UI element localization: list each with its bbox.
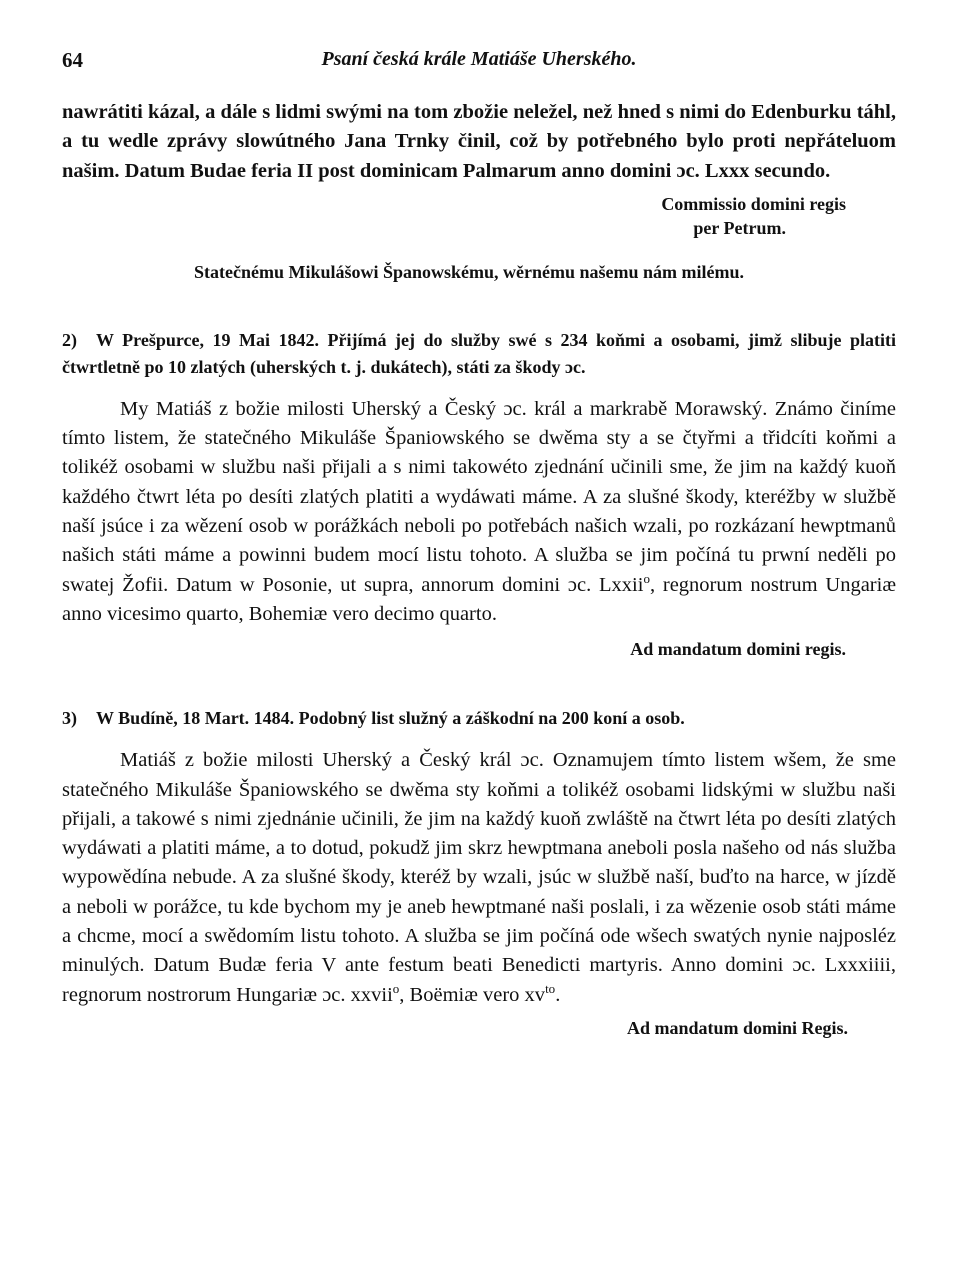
superscript: o (392, 980, 400, 996)
letter-3-signature: Ad mandatum domini Regis. (626, 1017, 848, 1038)
letter-1-text: nawrátiti kázal, a dále s lidmi swými na tom zbožie neležel, než hned s nimi do Edenburku táhl, a tu wedle zprávy slowútného Jana Trnky činil, což by potřebného bylo proti nepřáteluom našim. Datum Budae feria II post dominicam Palmarum anno domini ɔc. Lxxx secundo. (62, 101, 896, 182)
letter-1-signature (62, 192, 846, 240)
letter-2-regest (62, 327, 896, 381)
letter-3-text (62, 746, 896, 1010)
letter-3-number: 3) (62, 708, 77, 729)
letter-2-signature: Ad mandatum domini regis. (630, 639, 846, 660)
superscript: o (643, 570, 650, 586)
letter-2-body: My Matiáš z božie milosti Uherský a Český ɔc. král a markrabě Morawský. Známo činíme tímto listem, že statečného Mikuláše Španiowského se dwěma sty a se čtyřmi a třidcíti koňmi a tolikéž osobami w službu naši přijali a s nimi takowéto zjednání učinili sme, že jim na každý kuoň každého čtwrt léta po desíti zlatých platiti a wydáwati máme. A za slušné škody, kteréžby w službě naší jsúce i za wězení osob w porážkách neboli po potřebách našich wzali, po rozkázaní hewptmanů našich státi máme a powinni budem mocí listu tohoto. A služba se jim počíná tu prwní neděli po swatej Žofii. Datum w Posonie, ut supra, annorum domini ɔc. Lxxii (62, 397, 896, 596)
letter-2-body-tail: , regnorum nostrum Ungariæ anno vicesimo quarto, Bohemiæ vero decimo quarto. (62, 573, 896, 625)
letter-3-body-mid: , Boëmiæ vero xv (399, 983, 546, 1006)
letter-2-number: 2) (62, 329, 77, 350)
letter-3-body: Matiáš z božie milosti Uherský a Český král ɔc. Oznamujem tímto listem wšem, že sme statečného Mikuláše Španiowského se dwěma sty koňmi a tolikéž osobami lidskými w službu naši přijali, a takowé s nimi zjednánie učinili, že jim na každý kuoň zwláště na čtwrt léta po desíti zlatých wydáwati a platiti máme, a to dotud, pokudž jim skrz hewptmana aneboli posla našeho od nás služba wypowědína nebude. A za slušné škody, kteréž by wzali, jsúc w službě naší, buďto na harce, w jízdě a neboli w porážce, tu kde bychom my je aneb hewptmané naši poslali, i za wězenie osob státi máme a chcme, mocí a swědomím listu tohoto. A služba se jim počíná ode wšech swatých nynie najposléz minulých. Datum Budæ feria V ante festum beati Benedicti martyris. Anno domini ɔc. Lxxxiiii, regnorum nostrorum Hungariæ ɔc. xxvii (62, 749, 896, 1006)
running-title: Psaní česká krále Matiáše Uherského. (321, 48, 637, 70)
letter-3-body-end: . (555, 983, 561, 1006)
letter-1-address: Statečnému Mikulášowi Španowskému, wěrnému našemu nám milému. (193, 261, 745, 282)
page-header (62, 40, 896, 80)
page-number: 64 (62, 48, 83, 72)
letter-3-regest (62, 705, 896, 732)
signature-line-2: per Petrum. (693, 217, 786, 238)
superscript: to (545, 980, 556, 996)
letter-2-summary: W Prešpurce, 19 Mai 1842. Přijímá jej do služby swé s 234 koňmi a osobami, jimž slibuje platiti čtwrtletně po 10 zlatých (uherských t. j. dukátech), státi za škody ɔc. (62, 329, 896, 377)
letter-3-summary: W Budíně, 18 Mart. 1484. Podobný list služný a záškodní na 200 koní a osob. (96, 708, 685, 729)
signature-line-1: Commissio domini regis (661, 193, 846, 214)
letter-2-text (62, 395, 896, 629)
document-page (62, 40, 896, 1040)
